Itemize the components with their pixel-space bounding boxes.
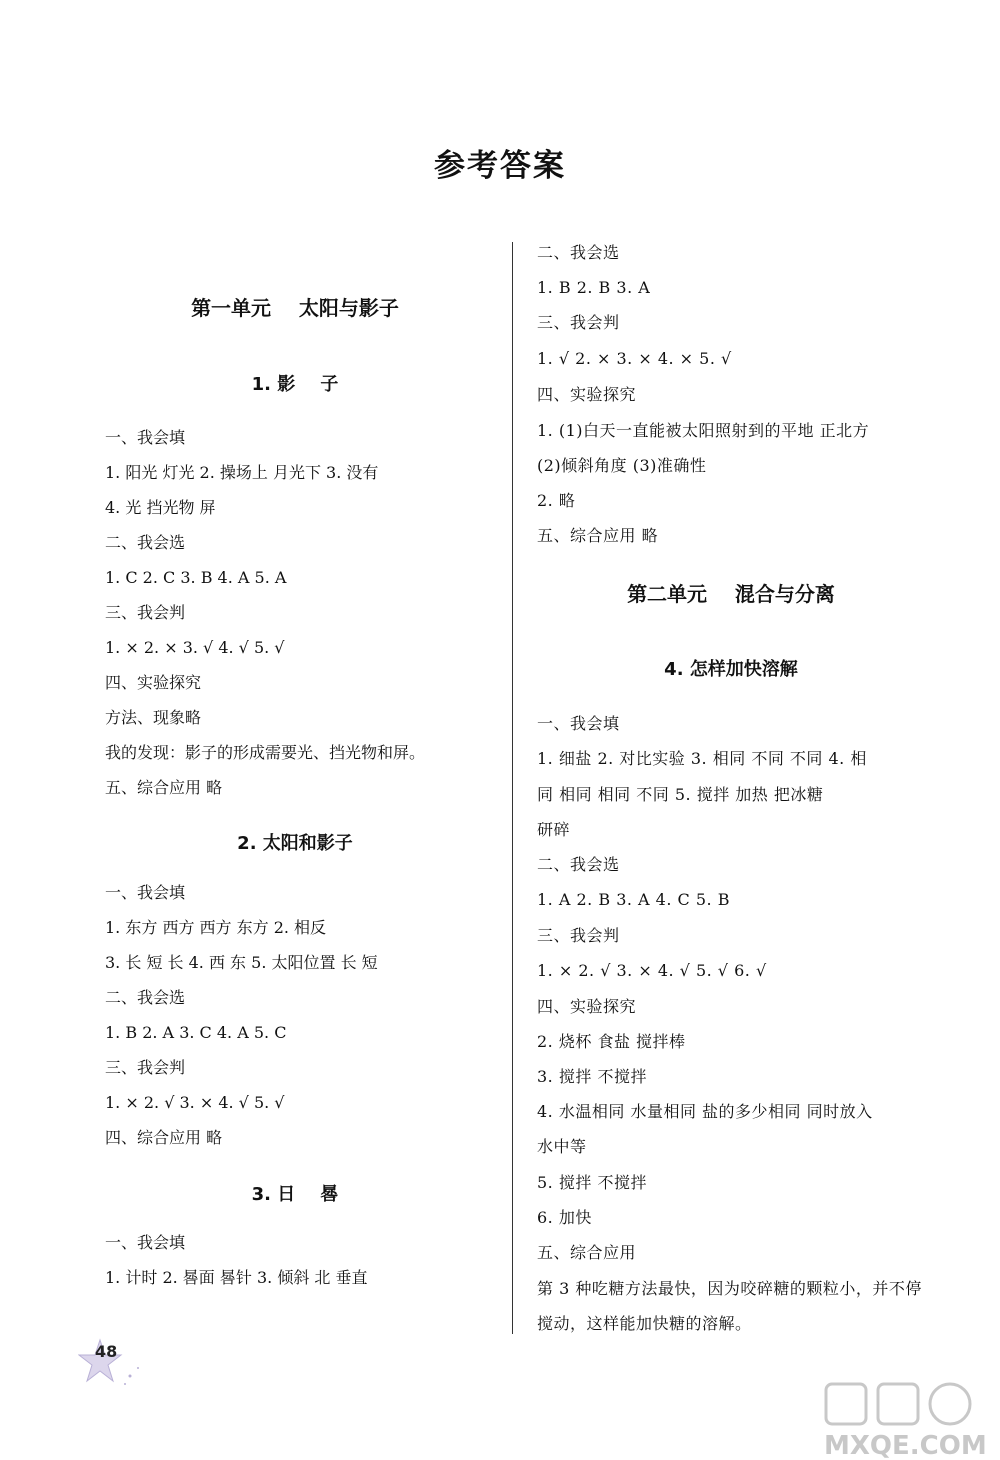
- answer-line: 五、综合应用 略: [537, 526, 659, 545]
- unit-2-title: 第二单元 混合与分离: [627, 582, 835, 606]
- answer-line: 1. × 2. √ 3. × 4. √ 5. √: [105, 1093, 285, 1112]
- watermark-logo-icon: [818, 1380, 998, 1460]
- column-divider: [512, 242, 513, 1334]
- answer-line: 1. × 2. × 3. √ 4. √ 5. √: [105, 638, 285, 657]
- answer-line: 1. √ 2. × 3. × 4. × 5. √: [537, 349, 732, 368]
- lesson-4-title: 4. 怎样加快溶解: [664, 659, 798, 680]
- answer-line: 研碎: [537, 820, 571, 839]
- answer-line: 1. C 2. C 3. B 4. A 5. A: [105, 568, 287, 587]
- answer-line: 二、我会选: [537, 855, 620, 874]
- answer-line: 我的发现：影子的形成需要光、挡光物和屏。: [105, 743, 426, 762]
- answer-line: 1. 东方 西方 西方 东方 2. 相反: [105, 918, 327, 937]
- answer-line: 1. × 2. √ 3. × 4. √ 5. √ 6. √: [537, 961, 767, 980]
- answer-line: 四、实验探究: [105, 673, 202, 692]
- answer-line: (2)倾斜角度 (3)准确性: [537, 456, 707, 475]
- answer-line: 同 相同 相同 不同 5. 搅拌 加热 把冰糖: [537, 785, 824, 804]
- answer-line: 3. 搅拌 不搅拌: [537, 1067, 647, 1086]
- unit-1-title: 第一单元 太阳与影子: [191, 296, 399, 320]
- watermark-text: MXQE.COM: [824, 1431, 987, 1460]
- answer-line: 水中等: [537, 1137, 587, 1156]
- answer-line: 1. 阳光 灯光 2. 操场上 月光下 3. 没有: [105, 463, 379, 482]
- answer-line: 一、我会填: [537, 714, 620, 733]
- answer-line: 二、我会选: [105, 988, 186, 1007]
- answer-line: 五、综合应用: [537, 1243, 637, 1262]
- lesson-3-title: 3. 日 晷: [251, 1184, 339, 1205]
- answer-line: 方法、现象略: [105, 708, 202, 727]
- answer-line: 4. 水温相同 水量相同 盐的多少相同 同时放入: [537, 1102, 873, 1121]
- answer-line: 6. 加快: [537, 1208, 592, 1227]
- answer-line: 搅动，这样能加快糖的溶解。: [537, 1314, 752, 1333]
- answer-line: 五、综合应用 略: [105, 778, 223, 797]
- lesson-2-title: 2. 太阳和影子: [237, 833, 353, 854]
- answer-line: 1. B 2. B 3. A: [537, 278, 651, 297]
- lesson-1-title: 1. 影 子: [251, 374, 339, 395]
- answer-line: 三、我会判: [105, 603, 186, 622]
- answer-line: 一、我会填: [105, 883, 186, 902]
- answer-line: 二、我会选: [105, 533, 186, 552]
- answer-line: 2. 略: [537, 491, 576, 510]
- page-title: 参考答案: [434, 148, 566, 184]
- answer-line: 1. 计时 2. 晷面 晷针 3. 倾斜 北 垂直: [105, 1268, 368, 1287]
- answer-line: 一、我会填: [105, 1233, 186, 1252]
- answer-line: 4. 光 挡光物 屏: [105, 498, 216, 517]
- answer-line: 二、我会选: [537, 243, 620, 262]
- answer-line: 1. 细盐 2. 对比实验 3. 相同 不同 不同 4. 相: [537, 749, 867, 768]
- answer-line: 四、实验探究: [537, 997, 637, 1016]
- answer-line: 第 3 种吃糖方法最快，因为咬碎糖的颗粒小，并不停: [537, 1279, 922, 1298]
- answer-line: 四、综合应用 略: [105, 1128, 223, 1147]
- answer-line: 三、我会判: [537, 926, 620, 945]
- answer-line: 5. 搅拌 不搅拌: [537, 1173, 647, 1192]
- answer-line: 1. (1)白天一直能被太阳照射到的平地 正北方: [537, 421, 870, 440]
- page-number: 48: [95, 1342, 118, 1361]
- answer-line: 2. 烧杯 食盐 搅拌棒: [537, 1032, 686, 1051]
- answer-line: 1. B 2. A 3. C 4. A 5. C: [105, 1023, 287, 1042]
- answer-line: 1. A 2. B 3. A 4. C 5. B: [537, 890, 730, 909]
- answer-line: 一、我会填: [105, 428, 186, 447]
- answer-line: 四、实验探究: [537, 385, 637, 404]
- answer-line: 三、我会判: [537, 313, 620, 332]
- answer-line: 3. 长 短 长 4. 西 东 5. 太阳位置 长 短: [105, 953, 378, 972]
- answer-line: 三、我会判: [105, 1058, 186, 1077]
